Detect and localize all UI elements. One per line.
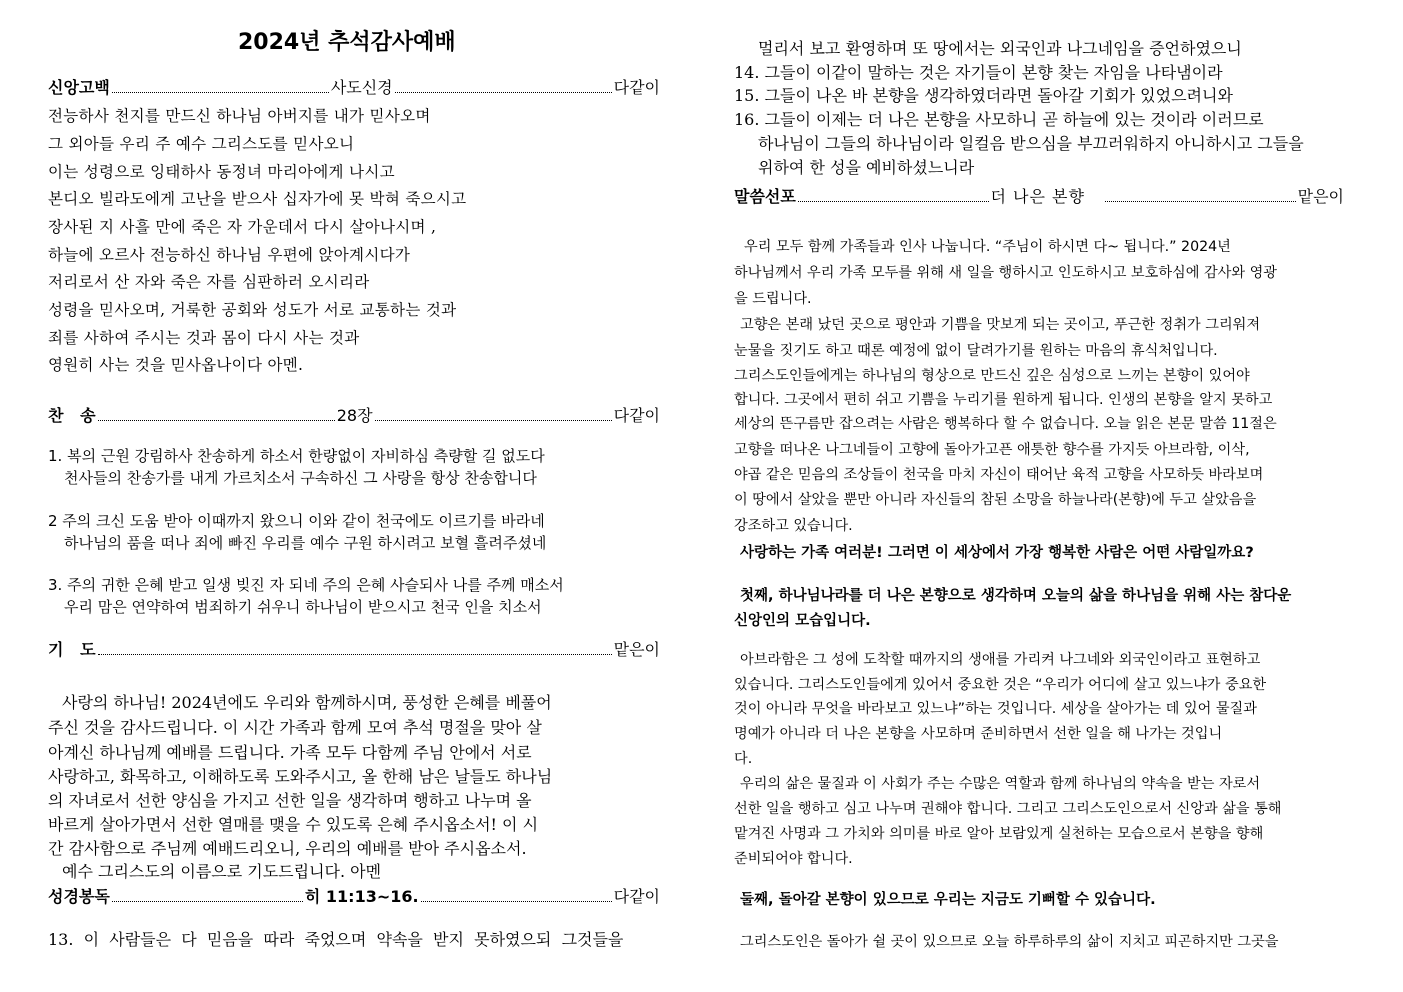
- hymn-line: 우리 맘은 연약하여 범죄하기 쉬우니 하나님이 받으시고 천국 인을 치소서: [64, 598, 542, 616]
- sermon-header: [734, 184, 1344, 207]
- creed-line: 죄를 사하여 주시는 것과 몸이 다시 사는 것과: [48, 329, 360, 347]
- dot-leader: [798, 201, 989, 202]
- scripture-verse: 14. 그들이 이같이 말하는 것은 자기들이 본향 찾는 자임을 나타냄이라: [734, 63, 1223, 82]
- sermon-line: 이 땅에서 살았을 뿐만 아니라 자신들의 참된 소망을 하늘나라(본향)에 두고 살았음을: [734, 492, 1257, 508]
- scripture-verse: 하나님이 그들의 하나님이라 일컬음 받으심을 부끄러워하지 아니하시고 그들을: [758, 134, 1304, 153]
- sermon-line: 하나님께서 우리 가족 모두를 위해 새 일을 행하시고 인도하시고 보호하심에 감사와 영광: [734, 265, 1277, 281]
- sermon-line: 것이 아니라 무엇을 바라보고 있느냐”하는 것입니다. 세상을 살아가는 데 있어 물질과: [734, 701, 1257, 717]
- dot-leader: [112, 92, 329, 93]
- creed-line: 하늘에 오르사 전능하신 하나님 우편에 앉아계시다가: [48, 246, 411, 264]
- creed-name: 사도신경: [330, 78, 393, 97]
- point-heading: 둘째, 돌아갈 본향이 있으므로 우리는 지금도 기뻐할 수 있습니다.: [740, 892, 1156, 908]
- dot-leader: [1105, 201, 1296, 202]
- reading-leader: 다같이: [613, 887, 661, 906]
- sermon-line: 준비되어야 합니다.: [734, 851, 853, 867]
- prayer-label: 기 도: [48, 640, 96, 659]
- prayer-line: 의 자녀로서 선한 양심을 가지고 선한 일을 생각하며 행하고 나누며 올: [48, 791, 532, 810]
- hymn-number: 28장: [336, 406, 373, 425]
- sermon-line: 눈물을 짓기도 하고 때론 예정에 없이 달려가기를 원하는 마음의 휴식처입니다.: [734, 343, 1218, 359]
- dot-leader: [112, 901, 303, 902]
- page-title: 2024년 추석감사예배: [238, 30, 456, 55]
- dot-leader: [421, 901, 612, 902]
- prayer-line: 사랑하고, 화목하고, 이해하도록 도와주시고, 올 한해 남은 날들도 하나님: [48, 767, 553, 786]
- prayer-line: 예수 그리스도의 이름으로 기도드립니다. 아멘: [62, 862, 382, 881]
- sermon-line: 우리 모두 함께 가족들과 인사 나눕니다. “주님이 하시면 다~ 됩니다.” 2024년: [744, 239, 1231, 255]
- sermon-label: 말씀선포: [734, 187, 796, 206]
- point-heading: 신앙인의 모습입니다.: [734, 613, 871, 629]
- scripture-verse: 16. 그들이 이제는 더 나은 본향을 사모하니 곧 하늘에 있는 것이라 이러므로: [734, 110, 1264, 129]
- dot-leader: [375, 420, 612, 421]
- sermon-line: 맡겨진 사명과 그 가치와 의미를 바로 알아 보람있게 실천하는 모습으로서 본향을 향해: [734, 826, 1264, 842]
- reading-header: [48, 884, 660, 907]
- hymn-header: [48, 403, 660, 426]
- scripture-verse: 13. 이 사람들은 다 믿음을 따라 죽었으며 약속을 받지 못하였으되 그것들을: [48, 930, 624, 949]
- prayer-line: 바르게 살아가면서 선한 열매를 맺을 수 있도록 은혜 주시옵소서! 이 시: [48, 815, 539, 834]
- prayer-line: 주신 것을 감사드립니다. 이 시간 가족과 함께 모여 추석 명절을 맞아 살: [48, 718, 542, 737]
- prayer-line: 아계신 하나님께 예배를 드립니다. 가족 모두 다함께 주님 안에서 서로: [48, 743, 532, 762]
- sermon-line: 그리스도인들에게는 하나님의 형상으로 만드신 깊은 심성으로 느끼는 본향이 있어야: [734, 368, 1250, 384]
- sermon-line: 합니다. 그곳에서 편히 쉬고 기쁨을 누리기를 원하게 됩니다. 인생의 본향을 알지 못하고: [734, 392, 1273, 408]
- sermon-line: 강조하고 있습니다.: [734, 518, 853, 534]
- sermon-line: 우리의 삶은 물질과 이 사회가 주는 수많은 역할과 함께 하나님의 약속을 받는 자로서: [740, 776, 1261, 792]
- scripture-verse: 멀리서 보고 환영하며 또 땅에서는 외국인과 나그네임을 증언하였으니: [758, 39, 1242, 58]
- hymn-line: 1. 복의 근원 강림하사 찬송하게 하소서 한량없이 자비하심 측량할 길 없도다: [48, 447, 545, 465]
- creed-line: 그 외아들 우리 주 예수 그리스도를 믿사오니: [48, 135, 355, 153]
- creed-line: 성령을 믿사오며, 거룩한 공회와 성도가 서로 교통하는 것과: [48, 301, 457, 319]
- prayer-leader: 맡은이: [613, 640, 660, 659]
- creed-line: 이는 성령으로 잉태하사 동정녀 마리아에게 나시고: [48, 163, 395, 181]
- sermon-line: 선한 일을 행하고 심고 나누며 권해야 합니다. 그리고 그리스도인으로서 신앙과 삶을 통해: [734, 801, 1282, 817]
- reading-passage: 히 11:13~16.: [304, 887, 419, 906]
- creed-line: 전능하사 천지를 만드신 하나님 아버지를 내가 믿사오며: [48, 107, 431, 125]
- creed-label: 신앙고백: [48, 78, 110, 97]
- dot-leader: [98, 654, 612, 655]
- sermon-line: 을 드립니다.: [734, 291, 812, 307]
- hymn-leader: 다같이: [613, 406, 661, 425]
- sermon-line: 고향은 본래 났던 곳으로 평안과 기쁨을 맛보게 되는 곳이고, 푸근한 정취가 그리워져: [740, 317, 1261, 333]
- sermon-line: 있습니다. 그리스도인들에게 있어서 중요한 것은 “우리가 어디에 살고 있느냐가 중요한: [734, 677, 1267, 693]
- hymn-line: 천사들의 찬송가를 내게 가르치소서 구속하신 그 사랑을 항상 찬송합니다: [64, 469, 537, 487]
- creed-line: 영원히 사는 것을 믿사옵나이다 아멘.: [48, 356, 304, 374]
- scripture-verse: 15. 그들이 나온 바 본향을 생각하였더라면 돌아갈 기회가 있었으려니와: [734, 86, 1233, 105]
- creed-line: 본디오 빌라도에게 고난을 받으사 십자가에 못 박혀 죽으시고: [48, 190, 467, 208]
- creed-line: 저리로서 산 자와 죽은 자를 심판하러 오시리라: [48, 273, 370, 291]
- dot-leader: [98, 420, 335, 421]
- sermon-line: 명예가 아니라 더 나은 본향을 사모하며 준비하면서 선한 일을 해 나가는 것입니: [734, 726, 1223, 742]
- scripture-verse: 위하여 한 성을 예비하셨느니라: [758, 158, 975, 177]
- sermon-line: 고향을 떠나온 나그네들이 고향에 돌아가고픈 애틋한 향수를 가지듯 아브라함, 이삭,: [734, 442, 1250, 458]
- creed-header: [48, 75, 660, 98]
- hymn-label: 찬 송: [48, 406, 96, 425]
- reading-label: 성경봉독: [48, 887, 110, 906]
- sermon-question: 사랑하는 가족 여러분! 그러면 이 세상에서 가장 행복한 사람은 어떤 사람일까요?: [740, 545, 1254, 561]
- prayer-line: 간 감사함으로 주님께 예배드리오니, 우리의 예배를 받아 주시옵소서.: [48, 839, 527, 858]
- sermon-leader: 맡은이: [1297, 187, 1344, 206]
- sermon-line: 세상의 뜬구름만 잡으려는 사람은 행복하다 할 수 없습니다. 오늘 읽은 본문 말씀 11절은: [734, 416, 1277, 432]
- sermon-title: 더 나은 본향: [990, 187, 1085, 206]
- creed-line: 장사된 지 사흘 만에 죽은 자 가운데서 다시 살아나시며 ,: [48, 218, 437, 236]
- prayer-header: [48, 637, 660, 660]
- hymn-line: 3. 주의 귀한 은혜 받고 일생 빚진 자 되네 주의 은혜 사슬되사 나를 주께 매소서: [48, 576, 564, 594]
- prayer-line: 사랑의 하나님! 2024년에도 우리와 함께하시며, 풍성한 은혜를 베풀어: [62, 693, 552, 712]
- sermon-line: 그리스도인은 돌아가 쉴 곳이 있으므로 오늘 하루하루의 삶이 지치고 피곤하지만 그곳을: [740, 934, 1279, 950]
- hymn-line: 2 주의 크신 도움 받아 이때까지 왔으니 이와 같이 천국에도 이르기를 바라네: [48, 512, 545, 530]
- hymn-line: 하나님의 품을 떠나 죄에 빠진 우리를 예수 구원 하시려고 보혈 흘려주셨네: [64, 534, 547, 552]
- creed-leader: 다같이: [613, 78, 660, 97]
- sermon-line: 야곱 같은 믿음의 조상들이 천국을 마치 자신이 태어난 육적 고향을 사모하듯 바라보며: [734, 467, 1264, 483]
- sermon-line: 아브라함은 그 성에 도착할 때까지의 생애를 가리켜 나그네와 외국인이라고 표현하고: [740, 652, 1261, 668]
- sermon-line: 다.: [734, 751, 753, 767]
- dot-leader: [395, 92, 612, 93]
- point-heading: 첫째, 하나님나라를 더 나은 본향으로 생각하며 오늘의 삶을 하나님을 위해 사는 참다운: [740, 588, 1292, 604]
